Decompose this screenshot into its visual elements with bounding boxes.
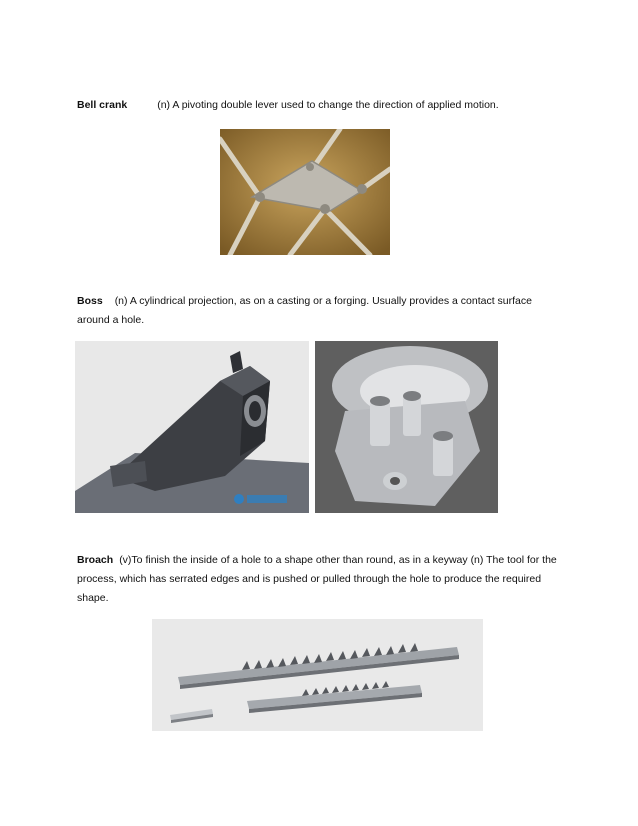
definition-boss-cont: around a hole. — [77, 314, 145, 326]
definition-broach-cont2: shape. — [77, 592, 109, 604]
boss-housing-photo — [315, 341, 498, 513]
definition-broach: (v)To finish the inside of a hole to a shape other than round, as in a keyway (n) The tool for the — [119, 554, 557, 566]
term-broach: Broach — [77, 554, 114, 566]
broach-entry-continued-2 — [77, 589, 109, 608]
term-bell-crank: Bell crank — [77, 99, 128, 111]
boss-entry-continued — [77, 311, 144, 330]
definition-bell-crank: (n) A pivoting double lever used to change the direction of applied motion. — [157, 99, 499, 111]
broach-entry — [77, 551, 557, 570]
definition-boss: (n) A cylindrical projection, as on a casting or a forging. Usually provides a contact surface — [114, 295, 532, 307]
boss-casting-photo — [75, 341, 309, 513]
bell-crank-photo — [220, 129, 390, 255]
boss-entry — [77, 292, 532, 311]
definition-broach-cont: process, which has serrated edges and is pushed or pulled through the hole to produce the required — [77, 573, 542, 585]
broach-entry-continued — [77, 570, 541, 589]
term-boss: Boss — [77, 295, 103, 307]
bell-crank-entry — [77, 96, 499, 115]
broach-tools-photo — [152, 619, 483, 731]
